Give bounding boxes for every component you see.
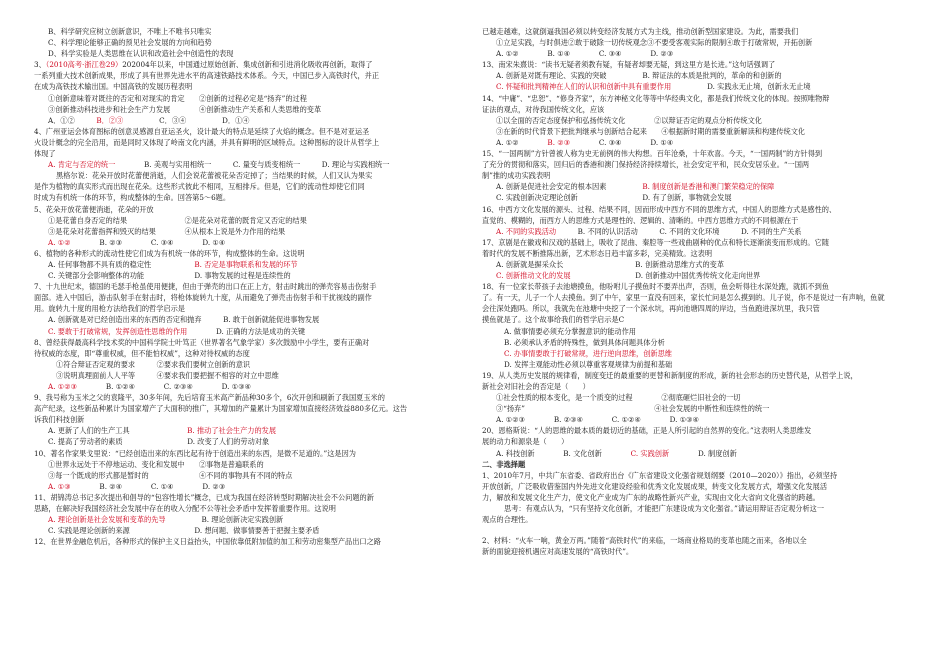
answer-highlight: B. ②③: [547, 137, 571, 147]
right-column-line: 开放创新，广泛吸收借鉴国内外先进文化建设经验和优秀文化发展成果，转变文化发展方式，增强文化发展活: [482, 481, 828, 491]
right-column-line: ③“扬弃” ④社会发展的中断性和连续性的统一: [496, 404, 770, 414]
left-column-line: C. 关键部分会影响整体的功能 D. 事物发展的过程是连续性的: [48, 271, 291, 281]
left-column-line: 是作为植物的真实形式而出现在花朵。这些形式彼此不相同，互相排斥。但是，它们的流动性却使它们同: [34, 182, 365, 192]
right-column-line: ①社会性质的根本变化，是一个质变的过程 ②彻底砸烂旧社会的一切: [496, 393, 741, 403]
left-column-line: 6、植物的各种形式的流动性使它们成为有机统一体的环节，构成整体的生命。这说明: [34, 248, 305, 258]
right-column-line: D. 发挥主观能动性必须以尊重客观规律为前提和基础: [504, 359, 673, 369]
right-column-line: [482, 348, 912, 359]
left-column-line: C. 实践是理论创新的来源 D. 想问题、做事情要善于把握主要矛盾: [48, 526, 320, 536]
answer-highlight: （2010高考·浙江卷29）: [45, 60, 123, 70]
answer-highlight: A. 理论创新是社会发展和变革的先导: [48, 515, 166, 525]
right-column-line: C. 怀疑和批判精神在人们的认识和创新中具有重要作用 D. 实践永无止境，创新永无止境: [496, 82, 811, 92]
right-column-line: A. 不同的实践活动 B. 不同的认识活动 C. 不同的文化环境 D. 不同的生产关系: [496, 226, 802, 236]
answer-highlight: A. ①②: [48, 237, 71, 247]
answer-highlight: C. 要敢于打破常规，发挥创造性思维的作用: [48, 326, 188, 336]
right-column-line: ③在新的时代背景下把批判继承与创新结合起来 ④根据新时期的需要重新解读和构建传统文化: [496, 126, 806, 136]
left-column-line: 待权威的态度，即“尊重权威，但不能怕权威”，这种对待权威的态度: [34, 348, 250, 358]
right-column-line: 制”推的成功实践表明: [482, 171, 551, 181]
right-column-line: 二、非选择题: [482, 459, 526, 469]
right-column-line: 13、南宋朱熹说：“读书无疑者须教有疑，有疑者却要无疑，到这里方是长进。”这句话强调了: [482, 60, 776, 70]
left-column-line: 面部。进入中国后，游击队射手在射击时，将枪体旋转九十度，从而避免了弹壳击伤射手和干扰视线的副作: [34, 293, 372, 303]
right-column-line: 2、材料：“火车一响，黄金万两。”随着“高铁时代”的来临，一场商业格局的变革也随之而来，各地以全: [482, 536, 807, 546]
right-column-line: 已越走越难，这就倒逼我国必须以转变经济发展方式为主线，推动创新型国家建设。为此，需要我们: [482, 27, 799, 36]
answer-highlight: A. ①③: [48, 481, 71, 491]
right-column-line: 着时代的发展不断推陈出新，艺术形态日趋丰富多彩，完美精致。这表明: [482, 248, 713, 258]
right-column-line: 力，解放和发展文化生产力，使文化产业成为广东的战略性新兴产业，实现由文化大省向文化强省的跨越。: [482, 492, 820, 502]
left-column-line: ①创新意味着对既往的否定和对现实的肯定 ②创新的过程必定是“扬弃”的过程: [48, 93, 307, 103]
right-column-line: 新的面貌迎接机遇应对高速发展的“高铁时代”。: [482, 547, 634, 557]
left-column-line: 一系列重大技术创新成果，形成了具有世界先进水平的高速铁路技术体系。今天，中国已步入高铁时代，并正: [34, 71, 380, 81]
left-column-line: 高产纪录，这些新品种累计为国家增产了大面积的推广，其增加的产量累计为国家增加直接经济效益880多亿元。这告: [34, 404, 408, 414]
left-column-line: C. 提高了劳动者的素质 D. 改变了人们的劳动对象: [48, 437, 270, 447]
right-column-line: 15、“一国两制”方针曾被人称为史无前例的伟大构想。百年沧桑，十年欢喜。今天，“一国两制”的方针得到: [482, 149, 823, 159]
left-column-line: D、科学实验是人类思维在认识和改造社会中创造性的表现: [48, 49, 234, 59]
right-column-line: 展的动力和源泉是（ ）: [482, 437, 569, 447]
left-column-line: 9、我号称为玉米之父的袁隆平，30多年间，先后培育玉米高产新品种30多个，6次开创和刷新了我国夏玉米的: [34, 393, 385, 403]
answer-highlight: C. 怀疑和批判精神在人们的认识和创新中具有重要作用: [496, 82, 672, 92]
left-column-line: A. 创新就是对已经创造出来的东西的否定和抛弃 B. 敢于创新就能促进事物发展: [48, 315, 320, 325]
answer-highlight: C. 实践创新: [630, 448, 670, 458]
left-column-line: 5、花朵开放花蕾便消逝，花朵的开放: [34, 204, 154, 214]
answer-highlight: A. 不同的实践活动: [496, 226, 557, 236]
left-column-line: 用。旋转九十度的用枪方法给我们的哲学启示是: [34, 304, 185, 314]
right-column-line: 14、“中庸”、“忠恕”、“修身齐家”，东方神秘文化等等中华经典文化，都是我们传统文化的体现。按照唯物辩: [482, 93, 830, 103]
left-column-line: A．①② B．②③ C．③④ D．①④: [48, 115, 250, 125]
answer-highlight: B. 否定是事物联系和发展的环节: [194, 259, 298, 269]
answer-highlight: C. 创新推动文化的发展: [496, 271, 571, 281]
right-column-line: 证法的观点，对待我国传统文化，应该: [482, 104, 605, 114]
left-column-line: ③说明真理面前人人平等 ④要求我们要把握不相容的对立中思维: [56, 370, 279, 380]
right-column-line: 思考：有观点认为，“只有坚持文化创新，才能把广东建设成为文化强省。”请运用辩证否定观分析这一: [504, 504, 825, 514]
left-column-line: 11、胡锦涛总书记多次提出和倡导的“包容性增长”概念，已成为我国在经济转型时期解决社会不公问题的新: [34, 492, 374, 502]
left-column-line: A. ①② B. ②③ C. ③④ D. ①④: [48, 237, 226, 247]
right-column-line: A. ①② B. ②③ C. ③④ D. ①④: [496, 137, 674, 147]
left-column-line: 诉我们科技创新: [34, 415, 85, 425]
left-column-line: 3、（2010高考·浙江卷29）202004年以来，中国通过原始创新、集成创新和引进消化吸收再创新，取得了: [34, 60, 373, 70]
left-column-line: C、科学理论能够正确的预见社会发展的方向和趋势: [48, 38, 212, 48]
left-column-line: ③每一个既成的形式都是暂时的 ④不同的事物具有不同的特点: [48, 470, 293, 480]
left-column-line: 思路，在解决好我国经济社会发展中存在的收入分配不公等社会矛盾中发挥着重要作用。这说明: [34, 504, 336, 514]
answer-highlight: B. 推动了社会生产力的发展: [187, 426, 277, 436]
left-column-line: 黑格尔说：花朵开放时花蕾便消逝，人们会说花蕾被花朵否定掉了；当结果的时候，人们又认为果实: [56, 171, 373, 181]
answer-highlight: A. 肯定与否定的统一: [48, 160, 116, 170]
right-column-line: A. ①②③ B. ②③④ C. ①②④ D. ①③④: [496, 415, 700, 425]
right-column-line: 17、京剧是在徽戏和汉戏的基础上，吸收了昆曲、秦腔等一些戏曲剧种的优点和特长逐渐演变而形成的。它随: [482, 237, 829, 247]
left-column-line: 时成为有机统一体的环节，构成整体的生命。回答第5～6题。: [34, 193, 231, 203]
answer-highlight: B．②③: [96, 115, 124, 125]
right-column-line: 摸鱼就是了。这个故事给我们的哲学启示是C: [482, 315, 625, 325]
right-column: [482, 26, 912, 557]
left-column-line: A. 任何事物都不具有质的稳定性 B. 否定是事物联系和发展的环节: [48, 259, 298, 269]
right-column-line: 20、恩格斯说：“人的思维的最本质的最切近的基础，正是人所引起的自然界的变化。”这表明人类思维发: [482, 426, 812, 436]
left-column: [34, 26, 454, 547]
left-column-line: 7、十九世纪末，德国的毛瑟手枪虽使用便捷，但由于弹壳的出口在正上方，射击时跳出的弹壳容易击伤射手: [34, 282, 377, 292]
left-column-line: 12、在世界金融危机后，各种形式的保护主义日益抬头，中国依靠低附加值的加工和劳动密集型产品出口之路: [34, 537, 381, 547]
right-column-line: C. 实践创新决定理论创新 D. 有了创新，事物就会发展: [496, 193, 732, 203]
left-column-line: A. 肯定与否定的统一 B. 美观与实用相统一 C. 量变与质变相统一 D. 理论与实践相统一: [48, 160, 390, 170]
right-column-line: 18、有一位家长带孩子去池塘摸鱼，他吩咐儿子摸鱼时不要弄出声，否则，鱼会听得往水深处跑，就抓不到鱼: [482, 282, 829, 292]
right-column-line: C. 创新推动文化的发展 D. 创新推动中国优秀传统文化走向世界: [496, 271, 761, 281]
left-column-line: 4、广州亚运会体育图标的创意灵感源自亚运圣火，设计最大的特点是延续了火焰的概念。但不是对亚运圣: [34, 126, 370, 136]
right-column-line: A. 创新是促进社会安定的根本因素 B. 制度创新是香港和澳门繁荣稳定的保障: [496, 182, 775, 192]
left-column-line: A. ①②③ B. ①②④ C. ②③④ D. ①③④: [48, 382, 252, 391]
left-column-line: ①是花蕾自身否定的结果 ②是花朵对花蕾的既肯定又否定的结果: [48, 215, 307, 225]
right-column-line: 1、2010年7月，中共广东省委、省政府出台《广东省建设文化强省规划纲要（2010—2020）》指出，必须坚持: [482, 470, 838, 480]
right-column-line: A. ①② B. ①④ C. ③④ D. ②③: [496, 49, 674, 59]
right-column-line: A. 做事情要必须充分掌握意识的能动作用: [504, 326, 636, 336]
right-column-line: 新社会对旧社会的否定是（ ）: [482, 382, 590, 391]
left-column-line: ③创新推动科技进步和社会生产力发展 ④创新推动生产关系和人类思维的变革: [48, 104, 322, 114]
right-column-line: 直觉的、模糊的，而西方人的思维方式是理性的、逻辑的、清晰的。中西方思维方式的不同根源在于: [482, 215, 799, 225]
right-column-line: B. 必须承认矛盾的特殊性，做到具体问题具体分析: [504, 337, 665, 347]
answer-highlight: C. 办事情要敢于打破常规，进行逆向思维，创新思维: [504, 348, 672, 358]
left-column-line: 8、曾经获得最高科学技术奖的中国科学院士叶笃正（世界著名气象学家）多次鼓励中小学生，要有正确对: [34, 337, 370, 347]
left-column-line: 10、著名作家果戈里说：“已经创造出来的东西比起有待于创造出来的东西，是微不足道的。”这是因为: [34, 448, 356, 458]
right-column-line: 了充分的贯彻和落实，回归后的香港和澳门保持经济持续增长，社会安定平和，民众安居乐业。“一国两: [482, 160, 810, 170]
right-column-line: A. 创新是对既有理论、实践的突破 B. 辩证法的本质是批判的，革命的和创新的: [496, 71, 782, 81]
left-column-line: 火设计概念的完全沿用，而是同时又体现了岭南文化内涵，并具有鲜明的区域特点。这种图标的设计从哲学上: [34, 137, 380, 147]
left-column-line: ①世界永远处于不停地运动、变化和发展中 ②事物是普遍联系的: [48, 459, 264, 469]
left-column-line: A. 更新了人们的生产工具 B. 推动了社会生产力的发展: [48, 426, 277, 436]
right-column-line: A. 科技创新 B. 文化创新 C. 实践创新 D. 制度创新: [496, 448, 737, 458]
right-column-line: ①以全面的否定态度保护和弘扬传统文化 ②以辩证否定的观点分析传统文化: [496, 115, 762, 125]
answer-highlight: A. ①②③: [48, 382, 78, 391]
right-column-line: 了。有一天，儿子一个人去摸鱼。到了中午，家里一直没有回来，家长忙问是怎么摸到的。儿子说，你不是说过一有声响，鱼就: [482, 293, 885, 303]
left-column-line: C. 要敢于打破常规，发挥创造性思维的作用 D. 正确的方法是成功的关键: [48, 326, 306, 336]
left-column-line: A. ①③ B. ②④ C. ①④ D. ②③: [48, 481, 226, 491]
right-column-line: 16、中西方文化发展的源头、过程、结果不同，因而形成中西方不同的思维方式，中国人的思维方式是感性的、: [482, 204, 837, 214]
right-column-line: 会往深处跑吗。所以，我就先在池塘中央挖了一个深水坑，再向池塘四周的岸边，当鱼跑进深坑里，我只管: [482, 304, 820, 314]
right-column-line: A. 创新就是摒采众长 B. 创新推动思维方式的变革: [496, 259, 725, 269]
left-column-line: B、科学研究应树立创新意识，不唯上不唯书只唯实: [48, 27, 212, 36]
left-column-line: ③是花朵对花蕾指挥和毁灭的结果 ④从根本上说是外力作用的结果: [48, 226, 286, 236]
left-column-line: 在成为高铁技术输出国。中国高铁的发展历程表明: [34, 82, 193, 92]
left-column-line: ①符合辩证否定观的要求 ②要求我们要树立创新的意识: [56, 359, 251, 369]
right-column-line: ①立足实践，与时俱进②敢于破除一切传统观念③不要受客观实际的限制④敢于打破常规，开拓创新: [496, 38, 813, 48]
right-column-line: 19、从人类历史发展的规律看，制度变迁的最重要的更替和新制度的形成，新的社会形态的历史替代是，从哲学上说，: [482, 370, 858, 380]
right-column-line: 观点的合理性。: [482, 515, 533, 525]
left-column-line: A. 理论创新是社会发展和变革的先导 B. 理论创新决定实践创新: [48, 515, 284, 525]
answer-highlight: B. 制度创新是香港和澳门繁荣稳定的保障: [642, 182, 775, 192]
left-column-line: 体现了: [34, 149, 56, 159]
